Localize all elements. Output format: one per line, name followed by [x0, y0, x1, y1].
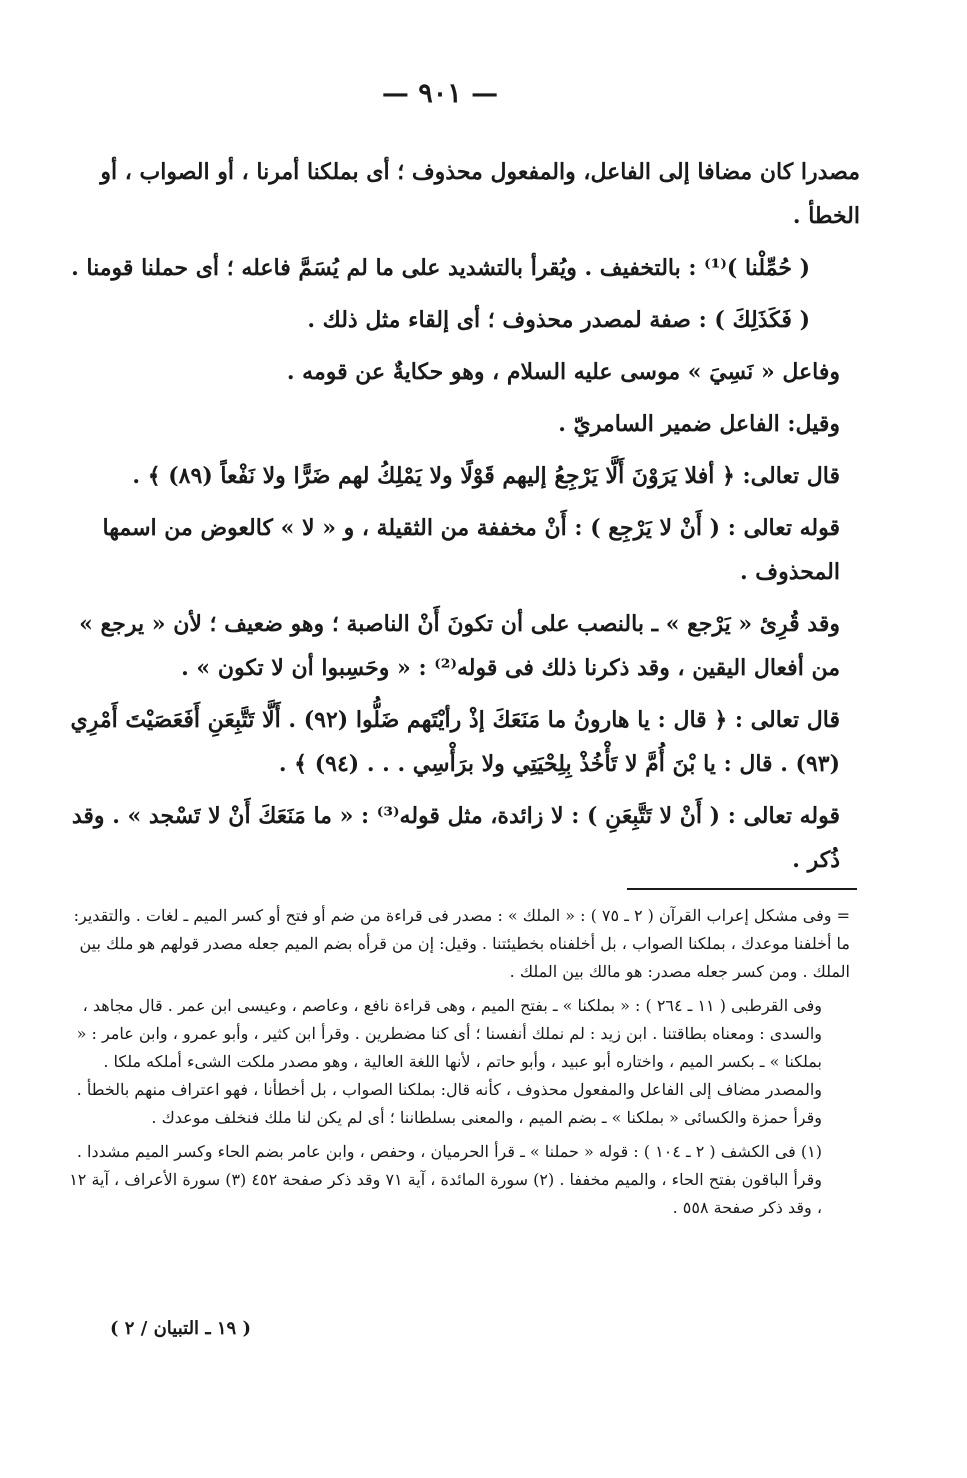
paragraph-1: مصدرا كان مضافا إلى الفاعل، والمفعول محذوف ؛ أى بملكنا أمرنا ، أو الصواب ، أو الخطأ . [100, 159, 860, 229]
footnote-separator [627, 888, 857, 890]
paragraph-2: ( حُمِّلْنا )⁽¹⁾ : بالتخفيف . ويُقرأ بالتشديد على ما لم يُسَمَّ فاعله ؛ أى حملنا قومنا . [71, 255, 810, 281]
paragraph-5: وقيل: الفاعل ضمير السامريّ . [558, 411, 840, 437]
paragraph-8: وقد قُرِئ « يَرْجع » ـ بالنصب على أن تكونَ أَنْ الناصبة ؛ وهو ضعيف ؛ لأن « يرجع » من أفعال اليقين ، وقد ذكرنا ذلك فى قوله⁽²⁾ : « وحَسِبوا أن لا تكون » . [79, 611, 840, 681]
paragraph-3: ( فَكَذَلِكَ ) : صفة لمصدر محذوف ؛ أى إلقاء مثل ذلك . [307, 307, 810, 333]
footnote-continuation: = وفى مشكل إعراب القرآن ( ٢ ـ ٧٥ ) : « الملك » : مصدر فى قراءة من ضم أو فتح أو كسر الميم ـ لغات . والتقدير: ما أخلفنا موعدك ، بملكنا الصواب ، بل أخلفناه بخطيئتنا . وقيل: إن من قرأه بضم الميم جعله مصدر قولهم هو ملك بين الملك . ومن كسر جعله مصدر: هو مالك بين الملك . [73, 906, 850, 981]
main-text [60, 150, 860, 890]
paragraph-9: قال تعالى : ﴿ قال : يا هارونُ ما مَنَعَكَ إذْ رأيْتَهم ضَلُّوا (٩٢) . أَلَّا تَتَّبِعَنِ أَفَعَصَيْتَ أَمْرِي (٩٣) . قال : يا بْنَ أُمَّ لا تَأْخُذْ بِلِحْيَتِي ولا برَأْسِي . . . (٩٤) ﴾ . [70, 707, 840, 777]
footnote-qurtubi: وفى القرطبى ( ١١ ـ ٢٦٤ ) : « بملكنا » ـ بفتح الميم ، وهى قراءة نافع ، وعاصم ، وعيسى ابن عمر . قال مجاهد ، والسدى : ومعناه بطاقتنا . ابن زيد : لم نملك أنفسنا ؛ أى كنا مضطرين . وقرأ ابن كثير ، وأبو عمرو ، وابن عامر : « بملكنا » ـ بكسر الميم ، واختاره أبو عبيد ، وأبو حاتم ، لأنها اللغة العالية ، وهو مصدر ملكت الشىء أملكه ملكا . والمصدر مضاف إلى الفاعل والمفعول محذوف ، كأنه قال: بملكنا الصواب ، بل أخطأنا ، فهو اعتراف منهم بالخطأ . وقرأ حمزة والكسائى « بملكنا » ـ بضم الميم ، والمعنى بسلطاننا ؛ أى لم يكن لنا ملك فنخلف موعدك . [76, 996, 822, 1127]
footnotes [60, 902, 850, 1228]
footnote-numbered: (١) فى الكشف ( ٢ ـ ١٠٤ ) : قوله « حملنا » ـ قرأ الحرميان ، وحفص ، وابن عامر بضم الحاء وكسر الميم مشددا . وقرأ الباقون بفتح الحاء ، والميم مخففا . (٢) سورة المائدة ، آية ٧١ وقد ذكر صفحة ٤٥٢ (٣) سورة الأعراف ، آية ١٢ ، وقد ذكر صفحة ٥٥٨ . [69, 1142, 822, 1217]
volume-signature: ( ١٩ ـ التبيان / ٢ ) [110, 1318, 252, 1339]
page-number: — ٩٠١ — [381, 78, 499, 109]
paragraph-7: قوله تعالى : ( أَنْ لا يَرْجِع ) : أَنْ مخففة من الثقيلة ، و « لا » كالعوض من اسمها المحذوف . [102, 515, 840, 585]
paragraph-6: قال تعالى: ﴿ أفلا يَرَوْنَ أَلَّا يَرْجِعُ إليهم قَوْلًا ولا يَمْلِكُ لهم ضَرًّا ولا نَفْعاً (٨٩) ﴾ . [132, 463, 840, 489]
paragraph-4: وفاعل « نَسِيَ » موسى عليه السلام ، وهو حكايةٌ عن قومه . [286, 359, 840, 385]
paragraph-10: قوله تعالى : ( أَنْ لا تَتَّبِعَنِ ) : لا زائدة، مثل قوله⁽³⁾ : « ما مَنَعَكَ أَنْ لا تَسْجد » . وقد ذُكر . [71, 803, 840, 873]
